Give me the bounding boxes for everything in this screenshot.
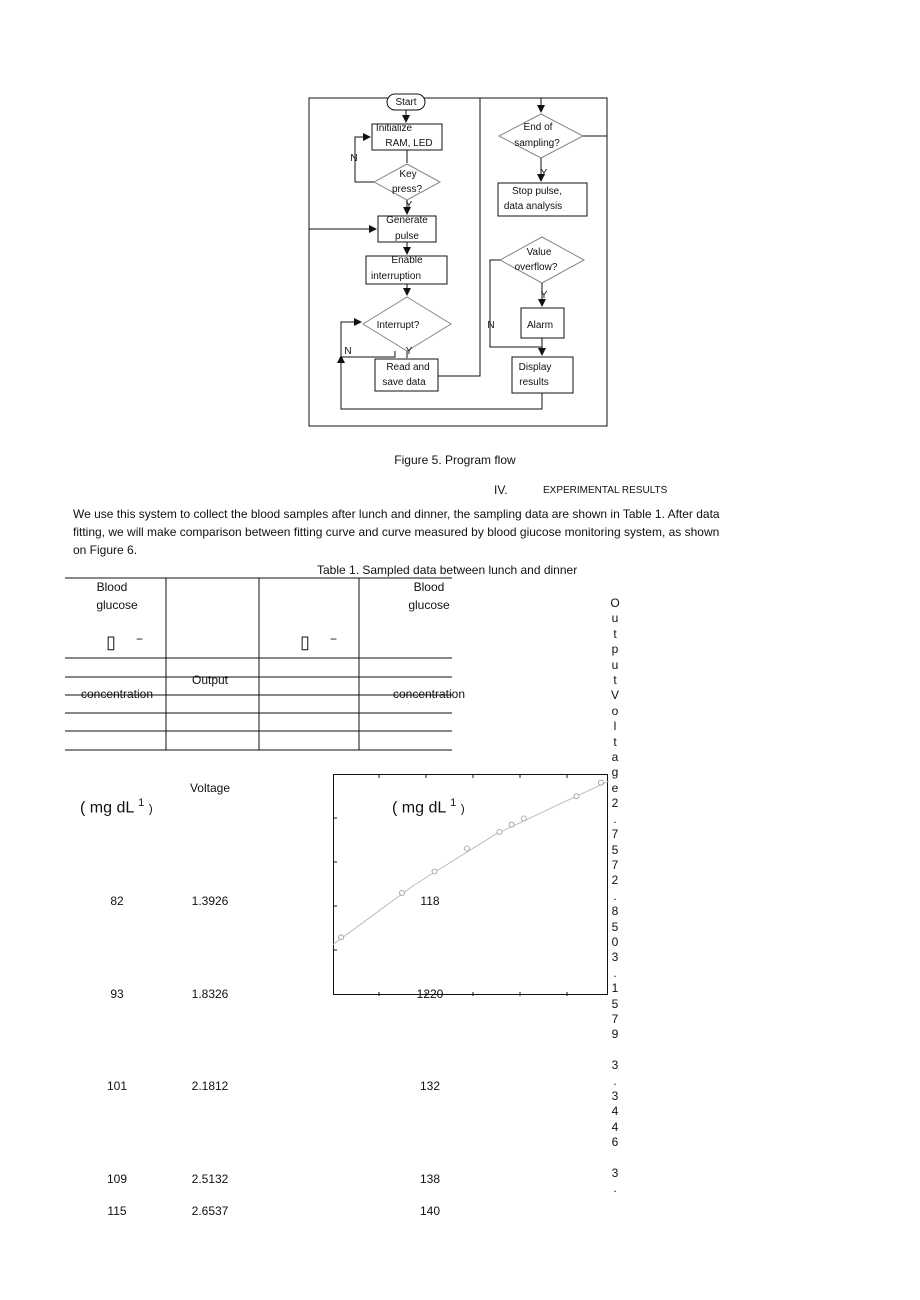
vertical-text-char	[605, 1151, 625, 1166]
data-point-2	[400, 890, 405, 895]
end-of-sampling-label-line2: sampling?	[514, 138, 560, 149]
cell-bg2-row5: 140	[419, 1204, 441, 1218]
vertical-text-char: .	[613, 811, 617, 826]
data-point-9	[598, 780, 603, 785]
vertical-text-char: 4	[611, 1104, 619, 1119]
read-label-line2: save data	[382, 377, 426, 388]
vertical-text-char: 7	[611, 1011, 619, 1026]
header-blood-glucose-1-line2: glucose	[96, 598, 138, 612]
vertical-text-char: p	[611, 642, 619, 657]
placeholder-dash-glyph-2: −	[330, 632, 338, 646]
initialize-label-line2: RAM, LED	[385, 138, 433, 149]
alarm-label: Alarm	[526, 320, 554, 331]
vertical-text-char: 7	[611, 827, 619, 842]
interrupt-label: Interrupt?	[376, 320, 420, 331]
cell-bg2-row3: 132	[419, 1079, 441, 1093]
vertical-text-char: t	[613, 626, 617, 641]
yes-label-overflow: Y	[540, 290, 548, 301]
unit-label-1	[80, 797, 153, 817]
vertical-text-char: .	[613, 888, 617, 903]
chart-points	[339, 780, 604, 940]
unit-2-superscript: 1	[450, 797, 457, 809]
placeholder-dash-glyph-1: −	[136, 632, 144, 646]
vertical-text-char: u	[611, 657, 619, 672]
vertical-text-char: .	[613, 1181, 617, 1196]
header-output: Output	[191, 673, 229, 687]
chart-frame	[334, 775, 608, 995]
cell-v1-row5: 2.6537	[191, 1204, 229, 1218]
vertical-text-char: t	[613, 673, 617, 688]
overflow-label-line1: Value	[526, 247, 552, 258]
data-point-3	[432, 869, 437, 874]
vertical-text-char: 6	[611, 1135, 619, 1150]
cell-v1-row4: 2.5132	[191, 1172, 229, 1186]
vertical-text-char: 7	[611, 857, 619, 872]
yes-label-interrupt: Y	[405, 346, 413, 357]
unit-2-close: )	[460, 801, 465, 816]
vertical-text-char: g	[611, 765, 619, 780]
chart-ticks	[333, 774, 567, 996]
vertical-text-char: e	[611, 780, 619, 795]
data-point-8	[574, 794, 579, 799]
vertical-text-char: 5	[611, 919, 619, 934]
generate-label-line2: pulse	[395, 231, 419, 242]
vertical-text-char: 4	[611, 1119, 619, 1134]
vertical-text-char: 1	[611, 981, 619, 996]
enable-label-line1: Enable	[391, 255, 423, 266]
unit-2-text: ( mg dL	[392, 799, 446, 817]
unit-1-text: ( mg dL	[80, 799, 134, 817]
header-concentration-2: concentration	[392, 687, 466, 701]
vertical-text-char: .	[613, 965, 617, 980]
cell-bg1-row4: 109	[106, 1172, 128, 1186]
cell-bg1-row2: 93	[110, 987, 124, 1001]
display-label-line2: results	[519, 377, 549, 388]
header-blood-glucose-2-line2: glucose	[408, 598, 450, 612]
stop-label-line1: Stop pulse,	[511, 186, 563, 197]
section-number: IV.	[494, 483, 508, 497]
table-caption: Table 1. Sampled data between lunch and dinner	[317, 563, 578, 577]
no-label-overflow: N	[487, 320, 495, 331]
vertical-text-char: a	[611, 750, 619, 765]
read-label-line1: Read and	[386, 362, 430, 373]
data-point-7	[521, 816, 526, 821]
cell-v1-row3: 2.1812	[191, 1079, 229, 1093]
vertical-text-char: l	[613, 719, 617, 734]
vertical-text-char: 3	[611, 1058, 619, 1073]
generate-label-line1: Generate	[386, 215, 428, 226]
cell-bg2-row2: 1220	[416, 987, 444, 1001]
overflow-label-line2: overflow?	[514, 262, 558, 273]
no-label-keypress: N	[350, 153, 358, 164]
paragraph-line-3: on Figure 6.	[73, 543, 138, 557]
key-press-label-line1: Key	[399, 169, 417, 180]
paragraph-line-2: fitting, we will make comparison between fitting curve and curve measured by blood giucose monitoring system, as shown	[73, 525, 720, 539]
stop-label-line2: data analysis	[503, 201, 563, 212]
vertical-output-voltage-text	[605, 596, 625, 1197]
figure-caption: Figure 5. Program flow	[394, 453, 516, 467]
end-of-sampling-label-line1: End of	[523, 122, 553, 133]
vertical-text-char: 3	[611, 1089, 619, 1103]
vertical-text-char: 3	[611, 950, 619, 965]
vertical-text-char: 0	[611, 934, 619, 949]
unit-1-close: )	[148, 801, 153, 816]
key-press-label-line2: press?	[391, 184, 423, 195]
yes-label-keypress: Y	[405, 200, 413, 211]
no-label-interrupt: N	[344, 346, 352, 357]
vertical-text-char: 5	[611, 996, 619, 1011]
cell-bg1-row3: 101	[106, 1079, 128, 1093]
vertical-text-char: 5	[611, 842, 619, 857]
start-label: Start	[395, 97, 417, 108]
cell-bg1-row1: 82	[110, 894, 124, 908]
vertical-text-char: 9	[611, 1027, 619, 1042]
yes-label-sampling: Y	[540, 168, 548, 179]
cell-bg2-row1: 118	[420, 894, 440, 908]
fitting-curve-chart	[333, 774, 609, 996]
enable-label-line2: interruption	[370, 271, 422, 282]
data-point-6	[509, 822, 514, 827]
data-point-5	[497, 829, 502, 834]
cell-bg1-row5: 115	[107, 1204, 127, 1218]
vertical-text-char: u	[611, 611, 619, 626]
display-label-line1: Display	[518, 362, 552, 373]
vertical-text-char: 2	[611, 873, 619, 888]
vertical-text-char: t	[613, 734, 617, 749]
header-concentration-1: concentration	[80, 687, 154, 701]
data-point-1	[339, 935, 344, 940]
initialize-label-line1: Initialize	[375, 123, 413, 134]
vertical-text-char: 2	[611, 796, 619, 811]
cell-v1-row2: 1.8326	[191, 987, 229, 1001]
vertical-text-char: V	[610, 688, 619, 703]
vertical-text-char: O	[610, 596, 620, 610]
vertical-text-char: 3	[611, 1166, 619, 1181]
section-title: EXPERIMENTAL RESULTS	[543, 485, 668, 496]
fit-curve-line	[333, 781, 609, 944]
header-blood-glucose-2-line1: Blood	[413, 580, 445, 594]
paragraph-line-1: We use this system to collect the blood samples after lunch and dinner, the sampling data are shown in Table 1. After data	[73, 507, 720, 521]
vertical-text-char: 8	[611, 904, 619, 919]
data-point-4	[464, 846, 469, 851]
header-blood-glucose-1-line1: Blood	[96, 580, 128, 594]
cell-v1-row1: 1.3926	[191, 894, 229, 908]
placeholder-box-glyph-2: ▯	[300, 632, 310, 652]
unit-1-superscript: 1	[138, 797, 145, 809]
vertical-text-char: o	[611, 703, 619, 718]
vertical-text-char: .	[613, 1073, 617, 1088]
vertical-text-char	[605, 1043, 625, 1058]
cell-bg2-row4: 138	[419, 1172, 441, 1186]
placeholder-box-glyph-1: ▯	[106, 632, 116, 652]
header-voltage: Voltage	[189, 781, 231, 795]
